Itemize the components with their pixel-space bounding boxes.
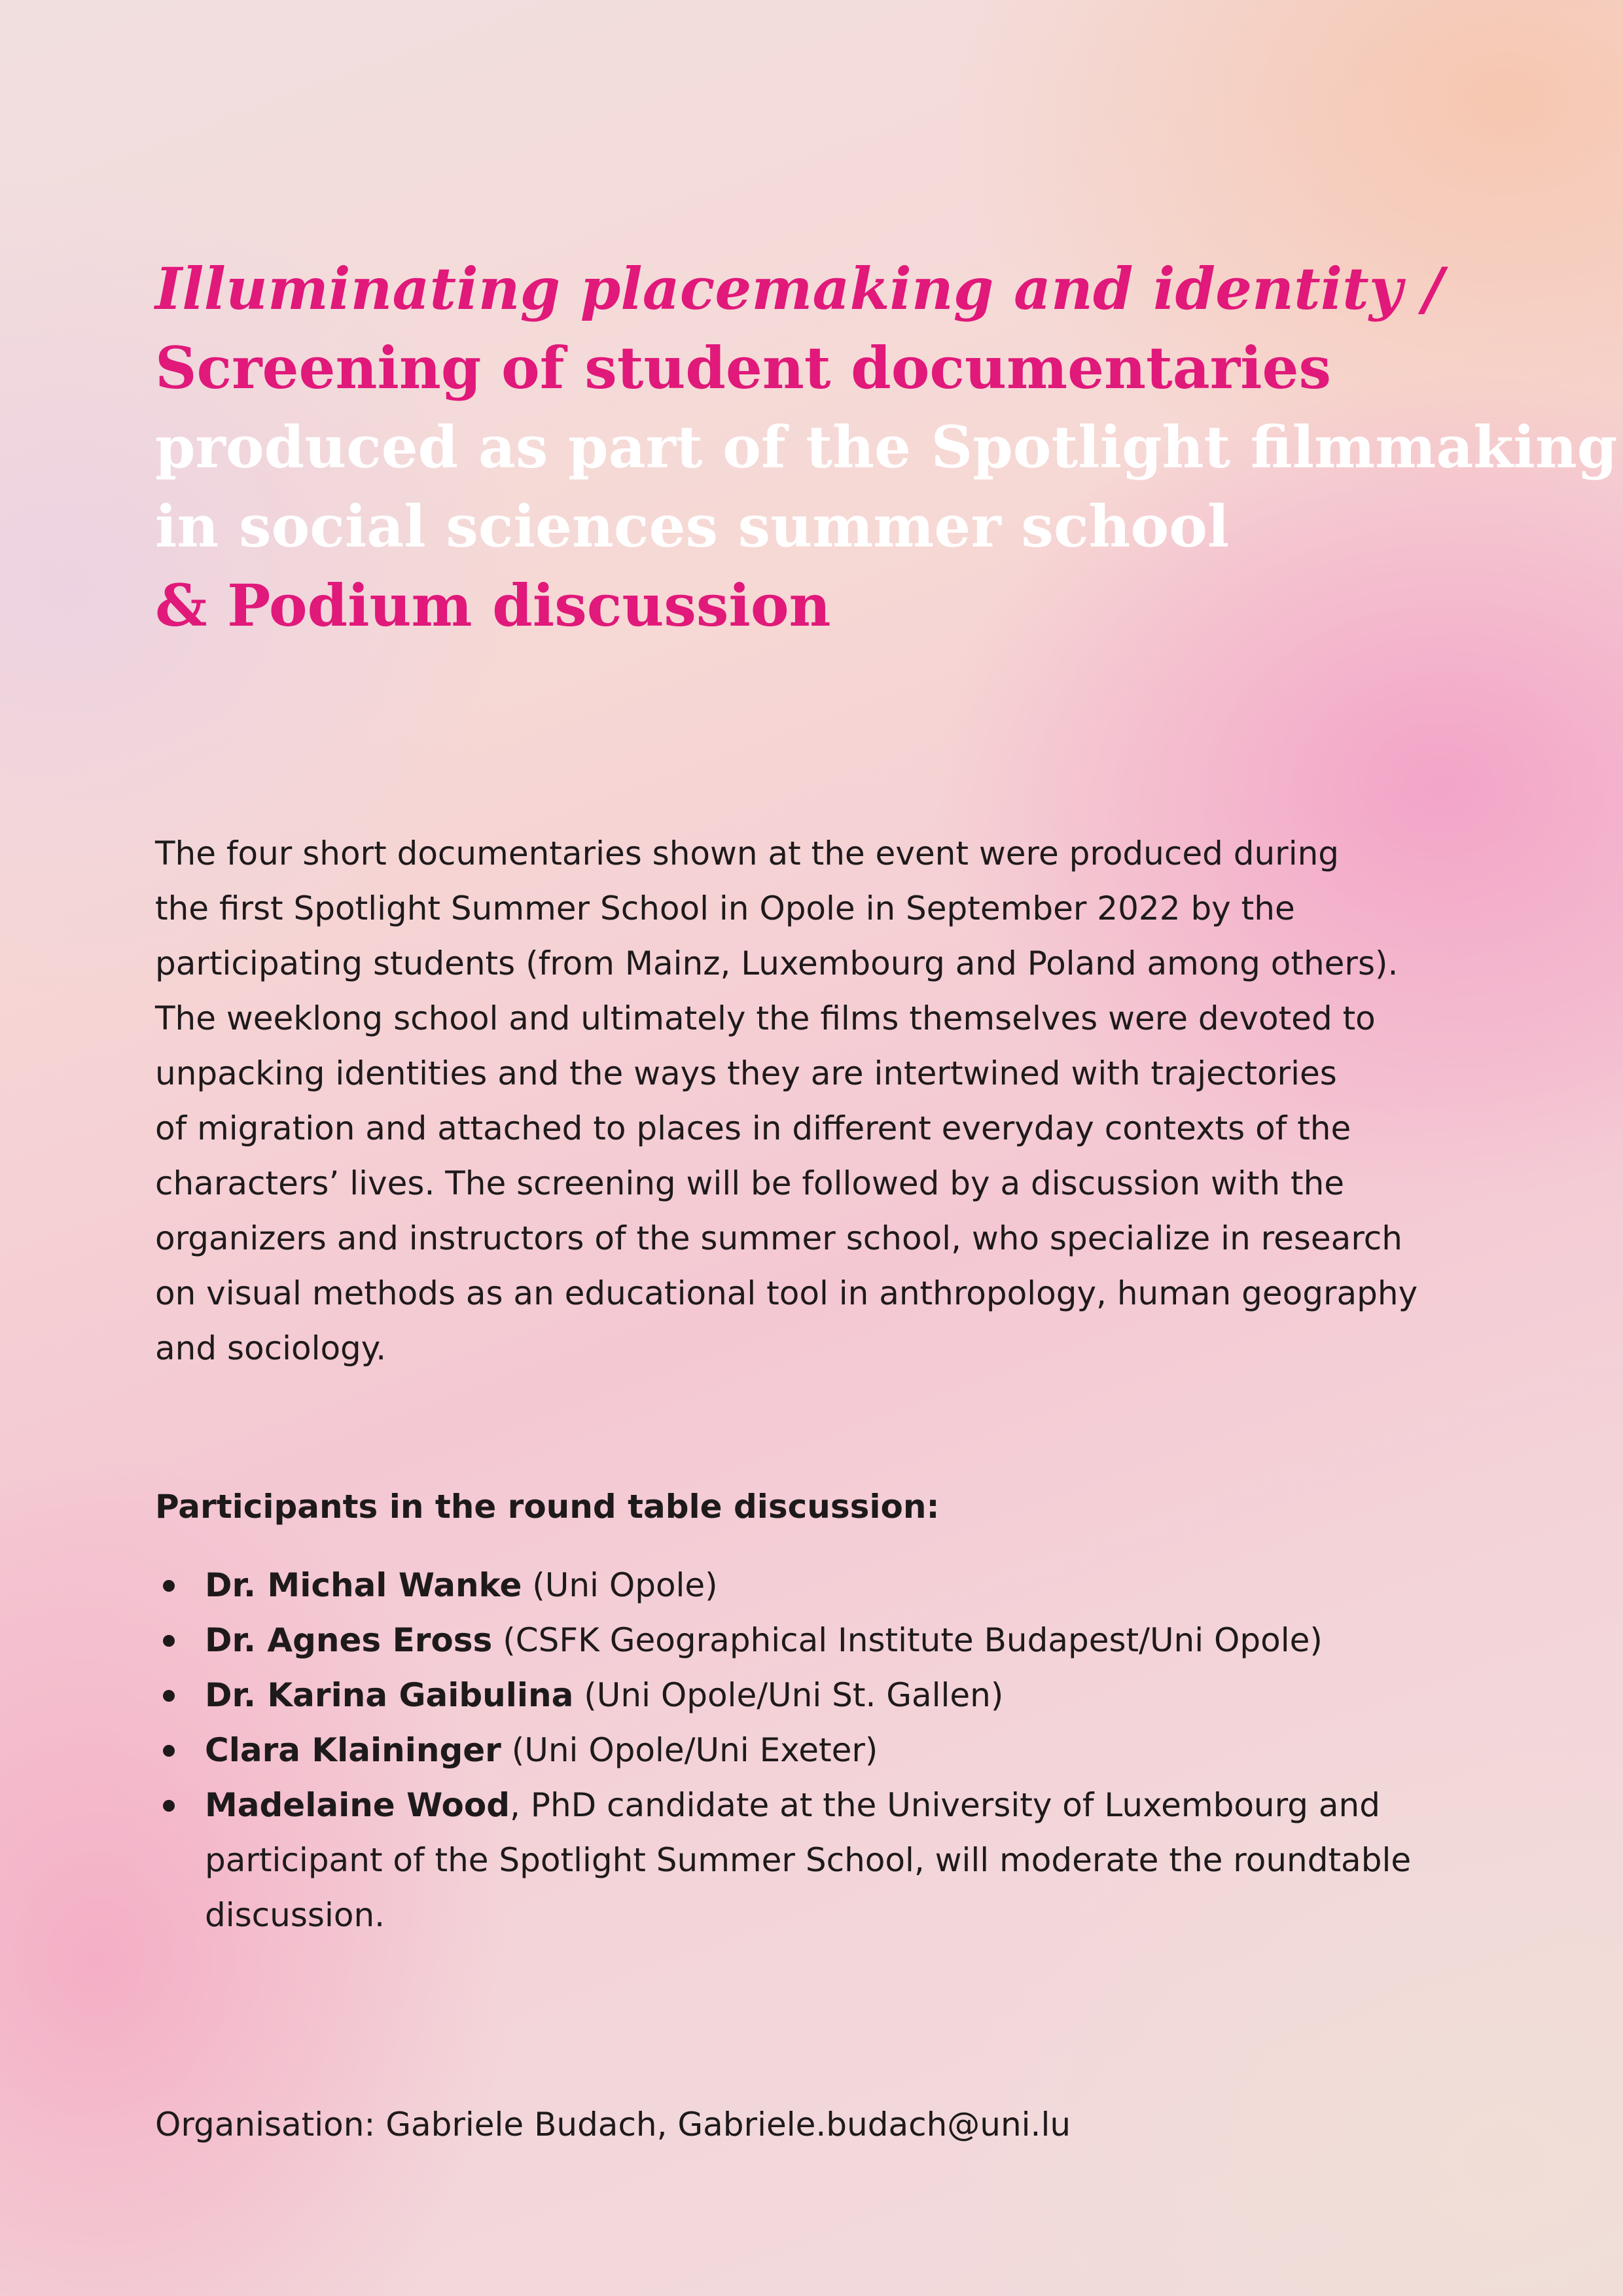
bullet-icon <box>163 1690 175 1702</box>
heading-line-produced: produced as part of the Spotlight filmmaking <box>155 412 1618 481</box>
participant-affiliation: (Uni Opole/Uni Exeter) <box>501 1731 878 1769</box>
intro-line: of migration and attached to places in different everyday contexts of the <box>155 1109 1351 1147</box>
participant-name: Dr. Karina Gaibulina <box>205 1676 574 1714</box>
participant-affiliation-continued: participant of the Spotlight Summer School, will moderate the roundtable <box>205 1841 1412 1879</box>
list-item <box>155 1558 1484 1613</box>
intro-line: the first Spotlight Summer School in Opole in September 2022 by the <box>155 889 1295 927</box>
participant-affiliation: , PhD candidate at the University of Luxembourg and <box>510 1786 1380 1824</box>
participant-affiliation: (CSFK Geographical Institute Budapest/Uni Opole) <box>492 1621 1323 1659</box>
list-item <box>155 1668 1484 1723</box>
heading-line-podium: & Podium discussion <box>155 571 831 639</box>
bullet-icon <box>163 1635 175 1647</box>
intro-line: on visual methods as an educational tool in anthropology, human geography <box>155 1274 1418 1312</box>
intro-line: The four short documentaries shown at the event were produced during <box>155 834 1340 872</box>
list-item <box>155 1723 1484 1778</box>
intro-line: and sociology. <box>155 1329 387 1367</box>
participant-name: Dr. Agnes Eross <box>205 1621 493 1659</box>
intro-line: unpacking identities and the ways they are intertwined with trajectories <box>155 1054 1337 1092</box>
bullet-icon <box>163 1800 175 1812</box>
bullet-icon <box>163 1580 175 1592</box>
heading-line-summer-school: in social sciences summer school <box>155 492 1230 560</box>
participant-name: Madelaine Wood <box>205 1786 510 1824</box>
list-item <box>155 1613 1484 1668</box>
intro-paragraph <box>155 826 1484 1376</box>
participants-heading: Participants in the round table discussion: <box>155 1488 940 1526</box>
intro-line: The weeklong school and ultimately the films themselves were devoted to <box>155 999 1376 1037</box>
participant-name: Dr. Michal Wanke <box>205 1566 522 1604</box>
organisation-contact: Organisation: Gabriele Budach, Gabriele.budach@uni.lu <box>155 2106 1071 2144</box>
intro-line: characters’ lives. The screening will be followed by a discussion with the <box>155 1164 1345 1202</box>
intro-line: organizers and instructors of the summer school, who specialize in research <box>155 1219 1402 1257</box>
participant-affiliation: (Uni Opole) <box>522 1566 718 1604</box>
intro-line: participating students (from Mainz, Luxembourg and Poland among others). <box>155 944 1399 982</box>
list-item <box>155 1778 1484 1943</box>
participant-name: Clara Klaininger <box>205 1731 501 1769</box>
participant-affiliation-continued: discussion. <box>205 1896 385 1934</box>
participant-affiliation: (Uni Opole/Uni St. Gallen) <box>573 1676 1004 1714</box>
event-heading <box>155 249 1618 645</box>
heading-line-title: Illuminating placemaking and identity / <box>155 254 1444 323</box>
bullet-icon <box>163 1745 175 1757</box>
participants-list <box>155 1558 1484 1943</box>
heading-line-screening: Screening of student documentaries <box>155 333 1332 402</box>
